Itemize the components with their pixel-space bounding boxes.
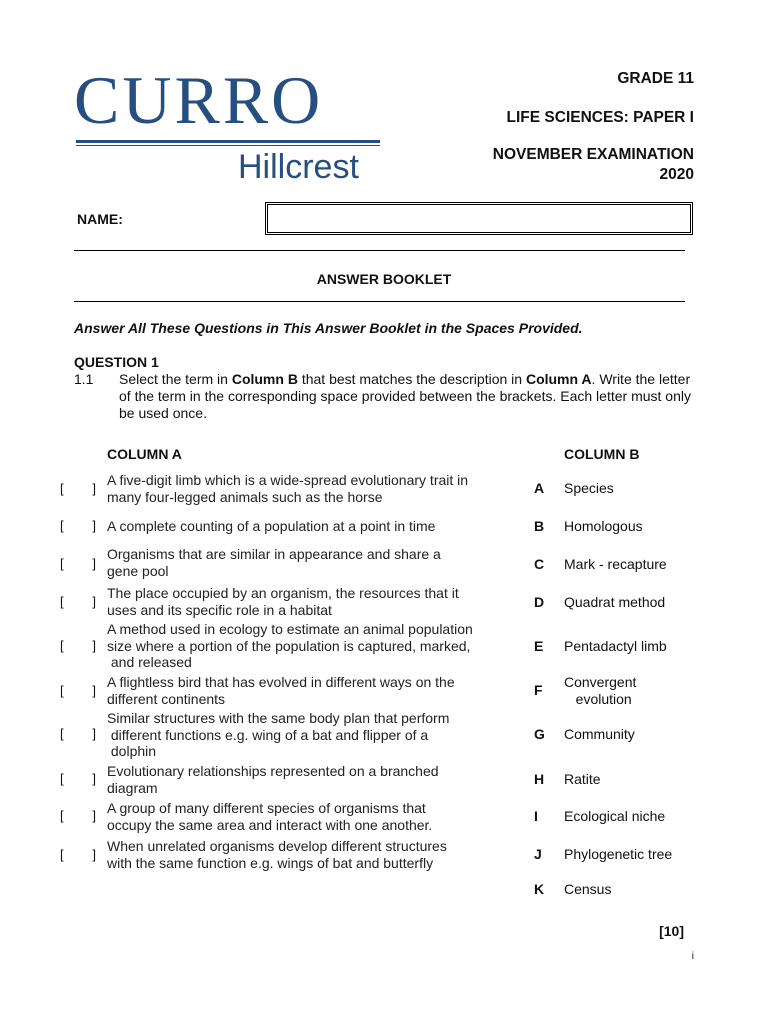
column-b-letter: C [534,556,545,572]
logo-rule [76,140,380,143]
column-a-line: Evolutionary relationships represented on a branched [107,763,439,779]
column-b-term [564,480,614,497]
column-b-term-line: Mark - recapture [564,556,667,572]
question-text: Select the term in Column B that best matches the description in Column A. Write the letter of the term in the corresponding space provided between the brackets. Each letter must only be used once. [119,371,691,421]
bracket-close: ] [92,518,96,533]
column-a-line: many four-legged animals such as the horse [107,488,383,505]
column-b-letter: A [534,480,545,496]
bracket-open: [ [60,638,64,653]
bracket-open: [ [60,683,64,698]
column-a-line: When unrelated organisms develop different structures [107,838,447,854]
instruction: Answer All These Questions in This Answer Booklet in the Spaces Provided. [74,320,583,336]
bracket-open: [ [60,481,64,496]
answer-bracket[interactable] [60,556,96,571]
column-b-term [564,726,635,743]
column-b-term [564,846,672,863]
column-a-line: size where a portion of the population is captured, marked, [107,637,471,654]
answer-bracket[interactable] [60,518,96,533]
column-b-letter: I [534,808,538,824]
column-b-term-line: evolution [564,690,632,707]
column-a-line: gene pool [107,562,169,579]
column-a-line: A group of many different species of organisms that [107,800,426,816]
column-a-item [107,621,517,671]
column-a-line: different functions e.g. wing of a bat and flipper of a [107,726,429,743]
column-a-item [107,546,517,579]
column-a-item [107,518,517,535]
column-b-header: COLUMN B [564,446,640,462]
column-a-line: and released [107,654,192,670]
page-number: i [691,951,694,962]
bracket-open: [ [60,726,64,741]
logo-curro: CURRO [74,62,324,138]
bracket-open: [ [60,808,64,823]
answer-bracket[interactable] [60,808,96,823]
bracket-close: ] [92,594,96,609]
column-a-header: COLUMN A [107,446,182,462]
answer-bracket[interactable] [60,638,96,653]
bracket-close: ] [92,726,96,741]
question-number: 1.1 [74,371,94,387]
column-b-term [564,674,636,707]
logo-hillcrest: Hillcrest [238,148,359,186]
column-a-line: diagram [107,779,158,796]
column-b-term-line: Census [564,881,612,897]
answer-bracket[interactable] [60,726,96,741]
bracket-close: ] [92,847,96,862]
column-a-line: dolphin [107,743,157,759]
column-a-line: Organisms that are similar in appearance and share a [107,546,441,562]
marks-total: [10] [659,923,684,939]
name-field[interactable] [265,202,693,235]
column-a-item [107,674,517,707]
column-a-line: A flightless bird that has evolved in different ways on the [107,674,455,690]
column-a-line: A complete counting of a population at a point in time [107,518,436,534]
question-title: QUESTION 1 [74,354,159,370]
bracket-close: ] [92,481,96,496]
column-a-line: uses and its specific role in a habitat [107,601,332,618]
column-b-term-line: Convergent [564,674,637,690]
column-b-term [564,881,611,898]
bracket-open: [ [60,847,64,862]
column-b-term [564,594,665,611]
name-label: NAME: [77,211,123,227]
column-b-letter: B [534,518,545,534]
column-a-item [107,763,517,796]
column-b-term-line: Homologous [564,518,643,534]
column-b-term [564,638,667,655]
column-a-item [107,472,517,505]
column-a-item [107,585,517,618]
column-b-letter: F [534,682,543,698]
column-b-term-line: Phylogenetic tree [564,846,673,862]
column-b-term [564,808,665,825]
booklet-title: ANSWER BOOKLET [316,271,452,287]
grade-heading: GRADE 11 [617,70,694,87]
column-b-term-line: Ecological niche [564,808,666,824]
answer-bracket[interactable] [60,481,96,496]
column-b-letter: D [534,594,545,610]
column-a-line: The place occupied by an organism, the resources that it [107,585,459,601]
bracket-close: ] [92,683,96,698]
column-b-letter: E [534,638,544,654]
column-b-letter: K [534,881,545,897]
column-a-line: Similar structures with the same body plan that perform [107,710,450,726]
bracket-open: [ [60,518,64,533]
column-a-line: occupy the same area and interact with one another. [107,816,433,833]
column-a-line: A five-digit limb which is a wide-spread evolutionary trait in [107,472,469,488]
subject-heading: LIFE SCIENCES: PAPER I [506,109,694,126]
column-b-term [564,771,601,788]
column-b-term [564,556,667,573]
bracket-open: [ [60,556,64,571]
column-b-term-line: Pentadactyl limb [564,638,667,654]
year-heading: 2020 [659,166,694,183]
column-b-term-line: Species [564,480,614,496]
exam-heading: NOVEMBER EXAMINATION [492,146,694,163]
column-b-term-line: Community [564,726,635,742]
answer-bracket[interactable] [60,771,96,786]
bracket-close: ] [92,638,96,653]
bracket-close: ] [92,556,96,571]
column-a-item [107,800,517,833]
column-b-term-line: Ratite [564,771,601,787]
column-b-term [564,518,643,535]
bracket-open: [ [60,594,64,609]
column-b-letter: G [534,726,545,742]
column-b-letter: H [534,771,545,787]
bracket-close: ] [92,808,96,823]
bracket-open: [ [60,771,64,786]
logo-rule-thin [76,145,380,146]
divider [74,250,685,251]
column-a-item [107,838,517,871]
column-a-item [107,710,517,760]
bracket-close: ] [92,771,96,786]
column-b-letter: J [534,846,542,862]
answer-bracket[interactable] [60,594,96,609]
answer-bracket[interactable] [60,847,96,862]
column-b-term-line: Quadrat method [564,594,666,610]
answer-bracket[interactable] [60,683,96,698]
column-a-line: with the same function e.g. wings of bat and butterfly [107,854,434,871]
column-a-line: A method used in ecology to estimate an animal population [107,621,473,637]
divider [74,301,685,302]
column-a-line: different continents [107,690,226,707]
